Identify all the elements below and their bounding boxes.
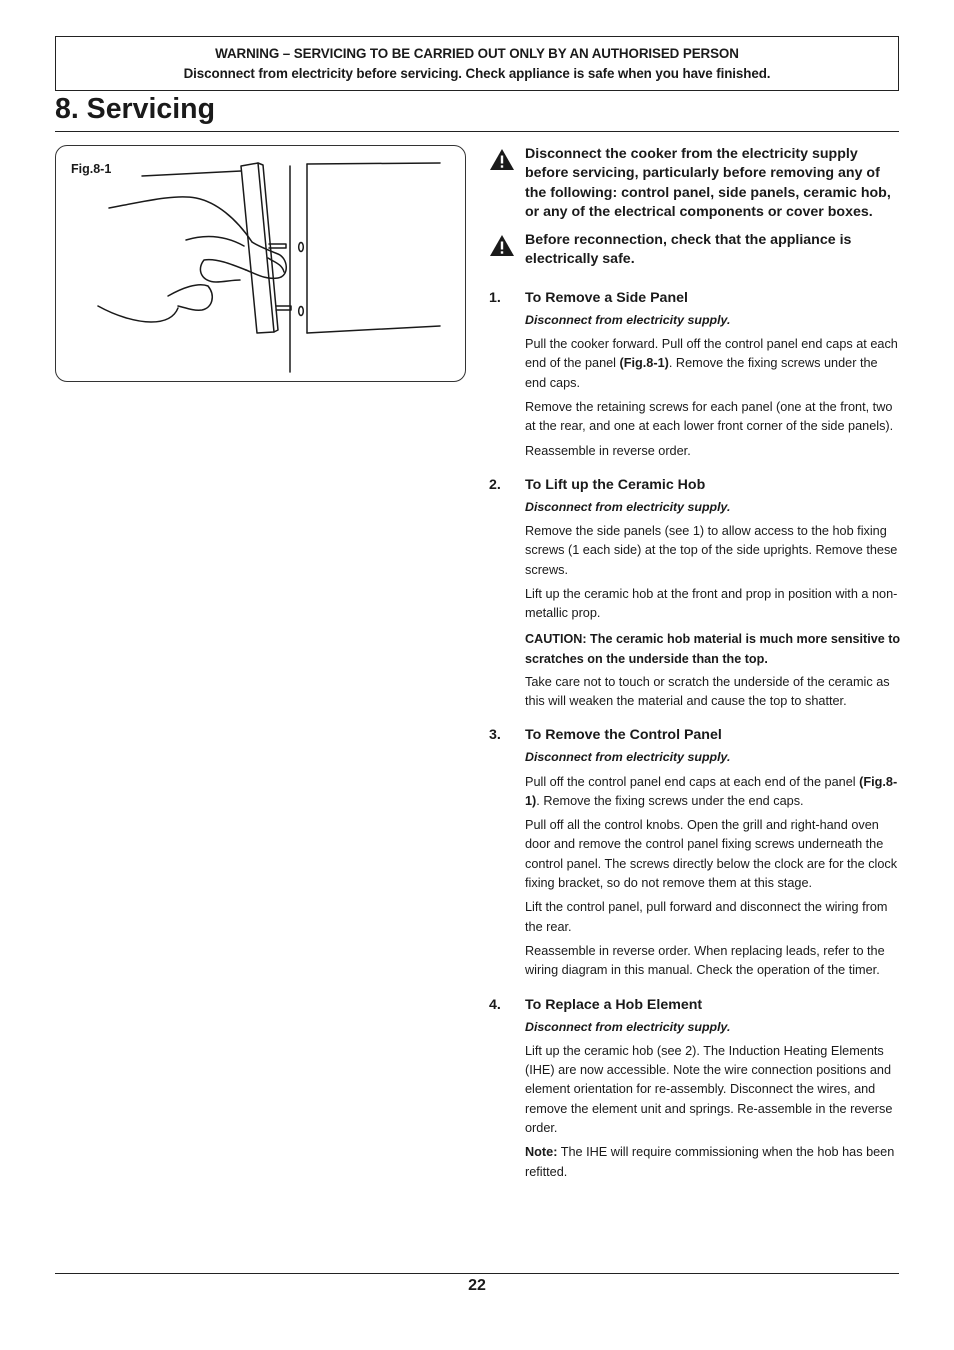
- disconnect-note: Disconnect from electricity supply.: [525, 750, 731, 765]
- paragraph: Lift up the ceramic hob (see 2). The Induction Heating Elements (IHE) are now accessible. Note the wire connection positions and element orientation for re-assembly. Disconnect the wires, and remove the element unit and springs. Re-assemble in the reverse order.: [525, 1043, 893, 1135]
- paragraph: Pull the cooker forward. Pull off the control panel end caps at each end of the panel (Fig.8-1). Remove the fixing screws under the end caps.: [525, 337, 898, 390]
- section-title: To Remove the Control Panel: [525, 727, 722, 744]
- paragraph: Take care not to touch or scratch the underside of the ceramic as this will weaken the material and cause the top to shatter.: [525, 674, 890, 708]
- page-title: 8. Servicing: [55, 93, 215, 125]
- figure-8-1: [55, 145, 466, 382]
- paragraph: Remove the retaining screws for each panel (one at the front, two at the rear, and one at each lower front corner of the side panels).: [525, 399, 894, 434]
- paragraph: Reassemble in reverse order. When replacing leads, refer to the wiring diagram in this manual. Check the operation of the timer.: [525, 943, 885, 978]
- section-number: 1.: [489, 289, 501, 306]
- warning-line-1: WARNING – SERVICING TO BE CARRIED OUT ONLY BY AN AUTHORISED PERSON: [215, 46, 739, 61]
- title-divider: [55, 131, 899, 132]
- caution-note: CAUTION: The ceramic hob material is much more sensitive to scratches on the underside than the top.: [525, 631, 901, 666]
- footer-divider: [55, 1273, 899, 1274]
- paragraph: Pull off all the control knobs. Open the grill and right-hand oven door and remove the control panel fixing screws underneath the control panel. The screws directly below the clock are for the clock fixing bracket, so do not remove them at this stage.: [525, 818, 898, 891]
- figure-reference: (Fig.8-1): [619, 356, 669, 371]
- disconnect-note: Disconnect from electricity supply.: [525, 312, 731, 327]
- paragraph: Pull off the control panel end caps at each end of the panel (Fig.8-1). Remove the fixing screws under the end caps.: [525, 774, 898, 808]
- disconnect-note: Disconnect from electricity supply.: [525, 499, 731, 514]
- paragraph: Lift up the ceramic hob at the front and prop in position with a non-metallic prop.: [525, 587, 898, 621]
- section-lift-ceramic-hob: [489, 475, 901, 711]
- section-title: To Remove a Side Panel: [525, 289, 688, 306]
- note-paragraph: Note: The IHE will require commissioning when the hob has been refitted.: [525, 1145, 895, 1179]
- figure-reference: (Fig.8-1): [525, 774, 898, 808]
- section-remove-control-panel: [489, 725, 901, 980]
- paragraph: Remove the side panels (see 1) to allow access to the hob fixing screws (1 each side) at the top of the side uprights. Remove these screws.: [525, 524, 898, 577]
- disconnect-note: Disconnect from electricity supply.: [525, 1019, 731, 1034]
- warning-triangle-icon: [489, 148, 515, 171]
- warning-line-2: Disconnect from electricity before servicing. Check appliance is safe when you have finished.: [183, 66, 771, 81]
- warning-reconnect: [489, 231, 901, 270]
- note-label: Note:: [525, 1145, 558, 1160]
- warning-disconnect: [489, 145, 901, 222]
- section-remove-side-panel: [489, 288, 901, 461]
- warning-triangle-icon: [489, 234, 515, 257]
- section-title: To Lift up the Ceramic Hob: [525, 476, 706, 493]
- warning-banner: [55, 36, 899, 91]
- section-number: 3.: [489, 727, 501, 744]
- section-title: To Replace a Hob Element: [525, 996, 703, 1013]
- figure-label: Fig.8-1: [71, 162, 112, 176]
- section-number: 4.: [489, 996, 501, 1013]
- section-number: 2.: [489, 476, 501, 493]
- hand-removing-end-cap-illustration: [56, 146, 466, 382]
- warning-text: Disconnect the cooker from the electricity supply before servicing, particularly before removing any of the following: control panel, side panels, ceramic hob, or any of the electrical components or cover boxes.: [525, 146, 891, 220]
- section-replace-hob-element: [489, 995, 901, 1182]
- page-number: 22: [468, 1277, 486, 1294]
- instructions-column: [489, 145, 901, 1196]
- paragraph: Reassemble in reverse order.: [525, 443, 691, 458]
- paragraph: Lift the control panel, pull forward and disconnect the wiring from the rear.: [525, 900, 888, 934]
- warning-text: Before reconnection, check that the appliance is electrically safe.: [525, 232, 852, 268]
